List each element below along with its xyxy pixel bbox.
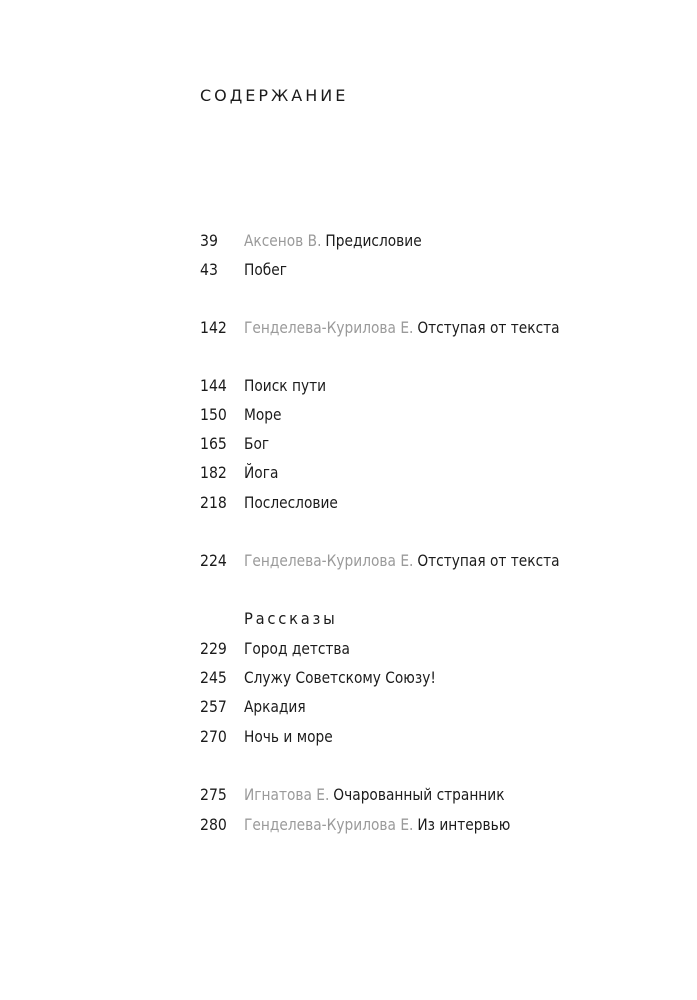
entry-title: Служу Советскому Союзу! [244, 668, 436, 687]
entry-author: Генделева-Курилова Е. [244, 318, 414, 337]
entry-title: Аркадия [244, 697, 306, 716]
toc-entry[interactable] [0, 316, 697, 340]
entry-text [244, 549, 560, 573]
entry-title: Из интервью [417, 815, 511, 834]
page-number: 275 [200, 785, 227, 804]
entry-title: Побег [244, 260, 287, 279]
toc-entry[interactable] [0, 461, 697, 485]
entry-title: Предисловие [325, 231, 422, 250]
toc-entry[interactable] [0, 403, 697, 427]
entry-title: Йога [244, 463, 279, 482]
entry-author: Генделева-Курилова Е. [244, 551, 414, 570]
toc-entry[interactable] [0, 637, 697, 661]
entry-text [244, 695, 306, 719]
page-number: 229 [200, 639, 227, 658]
page-number: 165 [200, 434, 227, 453]
entry-title: Отступая от текста [417, 551, 560, 570]
page-number: 270 [200, 727, 227, 746]
page-number: 224 [200, 551, 227, 570]
toc-entry[interactable] [0, 666, 697, 690]
toc-entry[interactable] [0, 432, 697, 456]
page-title: СОДЕРЖАНИЕ [200, 86, 349, 105]
page-number: 257 [200, 697, 227, 716]
entry-title: Бог [244, 434, 270, 453]
entry-author: Генделева-Курилова Е. [244, 815, 414, 834]
toc-entry[interactable] [0, 229, 697, 253]
entry-text [244, 374, 326, 398]
entry-text [244, 229, 422, 253]
entry-title: Море [244, 405, 282, 424]
entry-title: Город детства [244, 639, 350, 658]
entry-title: Ночь и море [244, 727, 333, 746]
entry-title: Отступая от текста [417, 318, 560, 337]
toc-entry[interactable] [0, 374, 697, 398]
entry-text [244, 316, 560, 340]
entry-text [244, 725, 333, 749]
entry-title: Поиск пути [244, 376, 327, 395]
entry-text [244, 403, 281, 427]
entry-text [244, 258, 287, 282]
entry-title: Очарованный странник [333, 785, 505, 804]
entry-text [244, 637, 350, 661]
page-number: 144 [200, 376, 227, 395]
entry-author: Игнатова Е. [244, 785, 330, 804]
toc-entry[interactable] [0, 813, 697, 837]
toc-entry[interactable] [0, 695, 697, 719]
toc-entry[interactable] [0, 258, 697, 282]
entry-text [244, 666, 436, 690]
page-number: 43 [200, 260, 218, 279]
toc-entry[interactable] [0, 783, 697, 807]
page-number: 245 [200, 668, 227, 687]
page-number: 218 [200, 493, 227, 512]
toc-entry[interactable] [0, 549, 697, 573]
section-header: Рассказы [244, 609, 338, 628]
entry-author: Аксенов В. [244, 231, 322, 250]
entry-text [244, 813, 510, 837]
page-number: 150 [200, 405, 227, 424]
entry-text [244, 783, 505, 807]
entry-title: Послесловие [244, 493, 338, 512]
toc-entry[interactable] [0, 725, 697, 749]
toc-entry[interactable] [0, 491, 697, 515]
page-number: 280 [200, 815, 227, 834]
entry-text [244, 461, 278, 485]
entry-text [244, 491, 338, 515]
entry-text [244, 432, 269, 456]
page-number: 182 [200, 463, 227, 482]
page-number: 142 [200, 318, 227, 337]
page-number: 39 [200, 231, 218, 250]
